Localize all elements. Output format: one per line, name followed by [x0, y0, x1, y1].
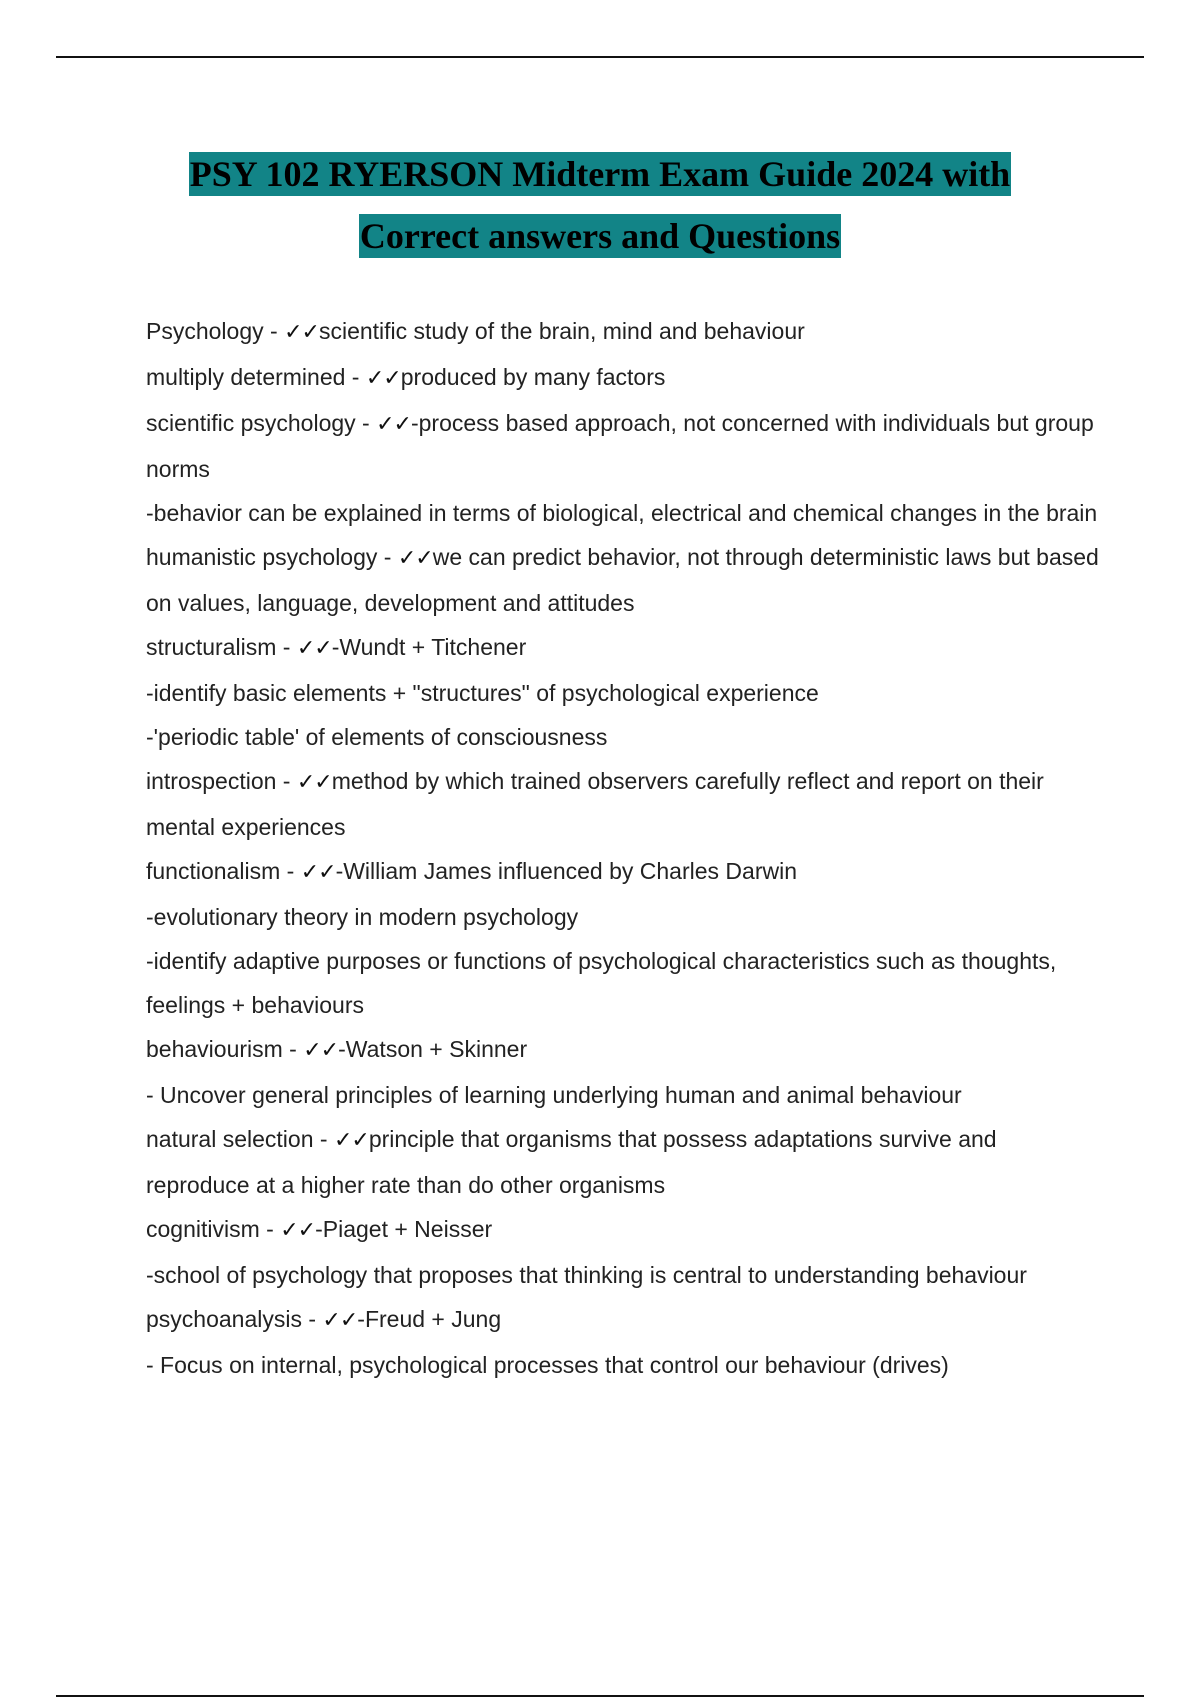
- entry-definition-line: -behavior can be explained in terms of biological, electrical and chemical changes in the brain: [146, 500, 1098, 526]
- entry-separator: -: [345, 364, 366, 390]
- entry-term: behaviourism: [146, 1036, 283, 1062]
- qa-entry: [146, 309, 1106, 355]
- entry-separator: -: [313, 1126, 334, 1152]
- entry-definition-line: -identify basic elements + "structures" of psychological experience: [146, 680, 819, 706]
- qa-entry: [146, 535, 1106, 625]
- qa-entry: [146, 1027, 1106, 1117]
- entry-separator: -: [301, 1306, 323, 1332]
- top-divider: [56, 56, 1144, 58]
- entry-term: functionalism: [146, 858, 281, 884]
- entry-definition: method by which trained observers carefully reflect and report on their mental experiences: [146, 768, 1044, 840]
- title-line-2: Correct answers and Questions: [359, 216, 841, 256]
- double-check-icon: ✓✓: [300, 860, 336, 885]
- entry-term: cognitivism: [146, 1216, 260, 1242]
- entry-term: humanistic psychology: [146, 544, 378, 570]
- qa-entry: [146, 1297, 1106, 1387]
- entry-definition: scientific study of the brain, mind and behaviour: [318, 318, 805, 344]
- entry-definition-line: - Focus on internal, psychological processes that control our behaviour (drives): [146, 1352, 949, 1378]
- qa-entry: [146, 1117, 1106, 1207]
- entry-definition: produced by many factors: [400, 364, 666, 390]
- double-check-icon: ✓✓: [365, 366, 401, 391]
- entry-definition-line: -evolutionary theory in modern psychology: [146, 904, 579, 930]
- entry-separator: -: [282, 1036, 304, 1062]
- qa-entry: [146, 759, 1106, 849]
- double-check-icon: ✓✓: [333, 1128, 369, 1153]
- entry-term: Psychology: [146, 318, 264, 344]
- qa-list: [146, 309, 1106, 1387]
- bottom-divider: [56, 1695, 1144, 1697]
- double-check-icon: ✓✓: [397, 546, 433, 571]
- entry-separator: -: [280, 858, 301, 884]
- qa-entry: [146, 1207, 1106, 1297]
- entry-separator: -: [355, 410, 377, 436]
- entry-term: natural selection: [146, 1126, 314, 1152]
- entry-term: psychoanalysis: [146, 1306, 302, 1332]
- entry-definition: -Wundt + Titchener: [331, 634, 527, 660]
- entry-separator: -: [377, 544, 398, 570]
- entry-definition: -William James influenced by Charles Darwin: [335, 858, 797, 884]
- double-check-icon: ✓✓: [376, 412, 411, 437]
- document-title: [0, 143, 1200, 267]
- entry-definition: we can predict behavior, not through deterministic laws but based on values, language, development and attitudes: [146, 544, 1099, 616]
- double-check-icon: ✓✓: [303, 1038, 339, 1063]
- entry-separator: -: [263, 318, 285, 344]
- entry-definition: principle that organisms that possess adaptations survive and reproduce at a higher rate than do other organisms: [146, 1126, 997, 1198]
- qa-entry: [146, 849, 1106, 1027]
- entry-term: structuralism: [146, 634, 277, 660]
- entry-term: scientific psychology: [146, 410, 356, 436]
- double-check-icon: ✓✓: [296, 770, 332, 795]
- double-check-icon: ✓✓: [322, 1308, 358, 1333]
- entry-separator: -: [259, 1216, 281, 1242]
- title-line-1: PSY 102 RYERSON Midterm Exam Guide 2024 with: [189, 154, 1011, 194]
- entry-separator: -: [276, 768, 297, 794]
- entry-term: introspection: [146, 768, 277, 794]
- entry-definition-line: -identify adaptive purposes or functions of psychological characteristics such as thoughts, feelings + behaviours: [146, 948, 1057, 1018]
- double-check-icon: ✓✓: [280, 1218, 316, 1243]
- entry-separator: -: [276, 634, 297, 660]
- double-check-icon: ✓✓: [296, 636, 332, 661]
- double-check-icon: ✓✓: [284, 320, 319, 345]
- qa-entry: [146, 625, 1106, 759]
- qa-entry: [146, 401, 1106, 535]
- entry-term: multiply determined: [146, 364, 346, 390]
- entry-definition: -Watson + Skinner: [338, 1036, 528, 1062]
- entry-definition-line: -'periodic table' of elements of consciousness: [146, 724, 608, 750]
- entry-definition-line: -school of psychology that proposes that thinking is central to understanding behaviour: [146, 1262, 1027, 1288]
- qa-entry: [146, 355, 1106, 401]
- entry-definition-line: - Uncover general principles of learning underlying human and animal behaviour: [146, 1082, 962, 1108]
- entry-definition: -process based approach, not concerned with individuals but group norms: [146, 410, 1094, 482]
- entry-definition: -Piaget + Neisser: [315, 1216, 493, 1242]
- entry-definition: -Freud + Jung: [357, 1306, 502, 1332]
